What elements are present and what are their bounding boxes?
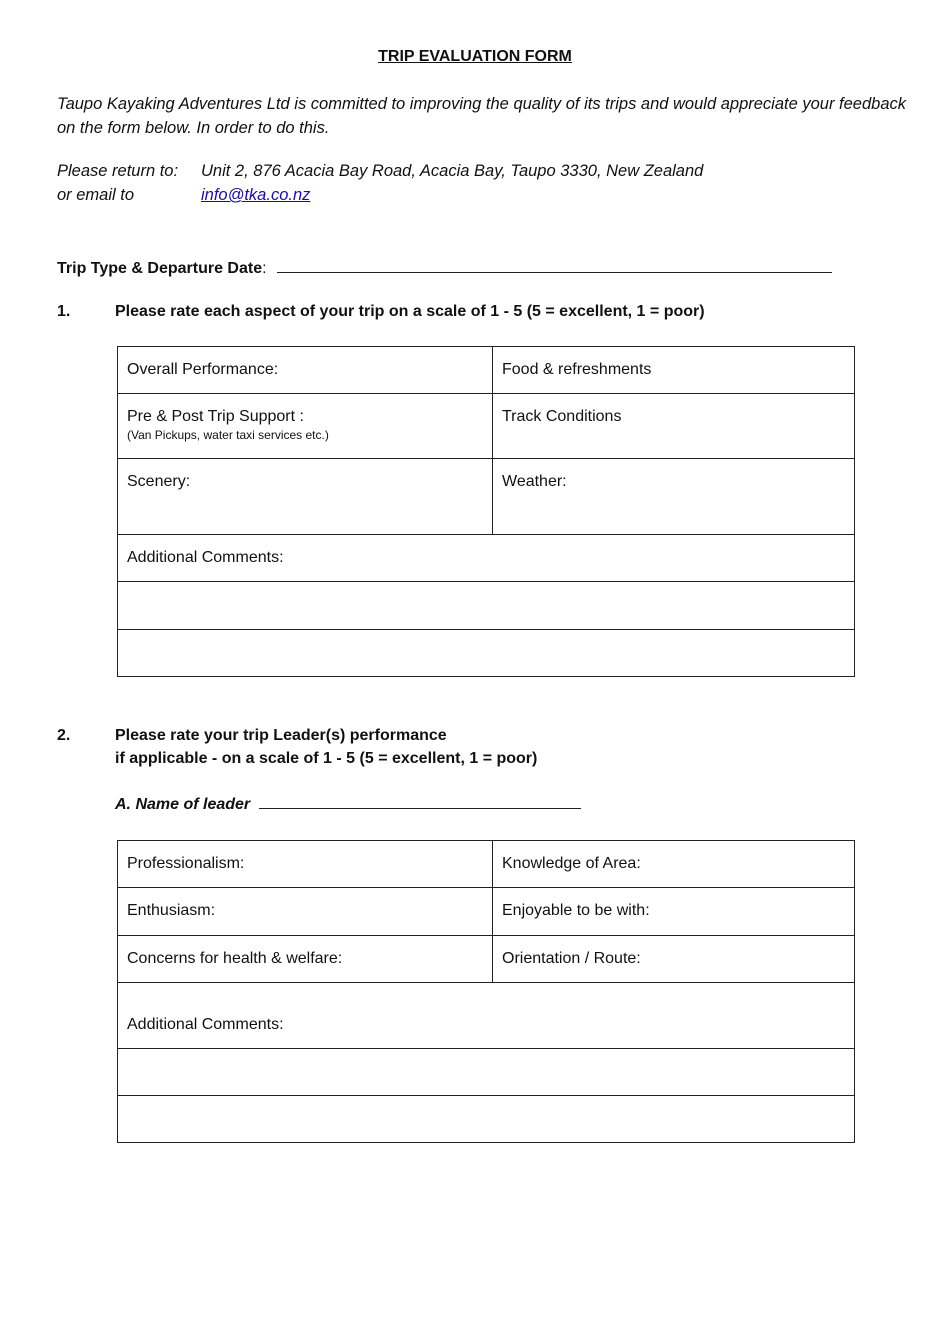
section2-question-line2: if applicable - on a scale of 1 - 5 (5 = excellent, 1 = poor) xyxy=(115,750,538,767)
track-conditions-label: Track Conditions xyxy=(502,408,622,425)
pre-post-trip-support-label: Pre & Post Trip Support : xyxy=(127,408,304,425)
trip-type-colon: : xyxy=(262,260,267,277)
return-address: Unit 2, 876 Acacia Bay Road, Acacia Bay, Taupo 3330, New Zealand xyxy=(201,162,704,180)
trip-type-row xyxy=(57,258,832,278)
cell-food-refreshments[interactable] xyxy=(493,347,855,394)
leader-name-row xyxy=(115,794,581,814)
cell-concerns-health-welfare[interactable] xyxy=(118,936,493,983)
pre-post-trip-note: (Van Pickups, water taxi services etc.) xyxy=(127,428,329,442)
cell-knowledge-of-area[interactable] xyxy=(493,841,855,888)
email-link[interactable]: info@tka.co.nz xyxy=(201,186,311,204)
additional-comments-label: Additional Comments: xyxy=(127,549,284,566)
cell-scenery[interactable] xyxy=(118,459,493,535)
section1-rating-table xyxy=(117,346,855,677)
section1-number: 1. xyxy=(57,303,71,320)
cell-track-conditions[interactable] xyxy=(493,394,855,459)
scenery-label: Scenery: xyxy=(127,473,191,490)
trip-type-input-line[interactable] xyxy=(277,258,832,273)
section2-rating-table xyxy=(117,840,855,1143)
section2-number: 2. xyxy=(57,727,71,744)
enthusiasm-label: Enthusiasm: xyxy=(127,902,216,919)
weather-label: Weather: xyxy=(502,473,567,490)
trip-type-label: Trip Type & Departure Date xyxy=(57,260,263,277)
comments-line[interactable] xyxy=(118,1096,855,1143)
cell-weather[interactable] xyxy=(493,459,855,535)
form-title: TRIP EVALUATION FORM xyxy=(378,48,572,65)
cell-pre-post-trip-support[interactable] xyxy=(118,394,493,459)
cell-enthusiasm[interactable] xyxy=(118,888,493,936)
email-label: or email to xyxy=(57,186,135,204)
cell-overall-performance[interactable] xyxy=(118,347,493,394)
knowledge-of-area-label: Knowledge of Area: xyxy=(502,855,641,872)
cell-professionalism[interactable] xyxy=(118,841,493,888)
cell-enjoyable-to-be-with[interactable] xyxy=(493,888,855,936)
cell-additional-comments-1[interactable] xyxy=(118,535,855,582)
enjoyable-label: Enjoyable to be with: xyxy=(502,902,650,919)
comments-line[interactable] xyxy=(118,630,855,677)
professionalism-label: Professionalism: xyxy=(127,855,245,872)
food-refreshments-label: Food & refreshments xyxy=(502,361,652,378)
overall-performance-label: Overall Performance: xyxy=(127,361,279,378)
leader-name-input-line[interactable] xyxy=(259,794,581,809)
concerns-label: Concerns for health & welfare: xyxy=(127,950,343,967)
cell-additional-comments-2[interactable] xyxy=(118,983,855,1049)
return-label: Please return to: xyxy=(57,162,179,180)
cell-orientation-route[interactable] xyxy=(493,936,855,983)
section2-question-line1: Please rate your trip Leader(s) performance xyxy=(115,727,447,744)
leader-name-label: A. Name of leader xyxy=(115,796,251,813)
intro-text: Taupo Kayaking Adventures Ltd is committed to improving the quality of its trips and would appreciate your feedback on the form below. In order to do this. xyxy=(57,95,907,137)
comments-line[interactable] xyxy=(118,1049,855,1096)
section1-question: Please rate each aspect of your trip on a scale of 1 - 5 (5 = excellent, 1 = poor) xyxy=(115,303,705,320)
additional-comments-label: Additional Comments: xyxy=(127,1016,284,1033)
orientation-label: Orientation / Route: xyxy=(502,950,641,967)
comments-line[interactable] xyxy=(118,582,855,630)
